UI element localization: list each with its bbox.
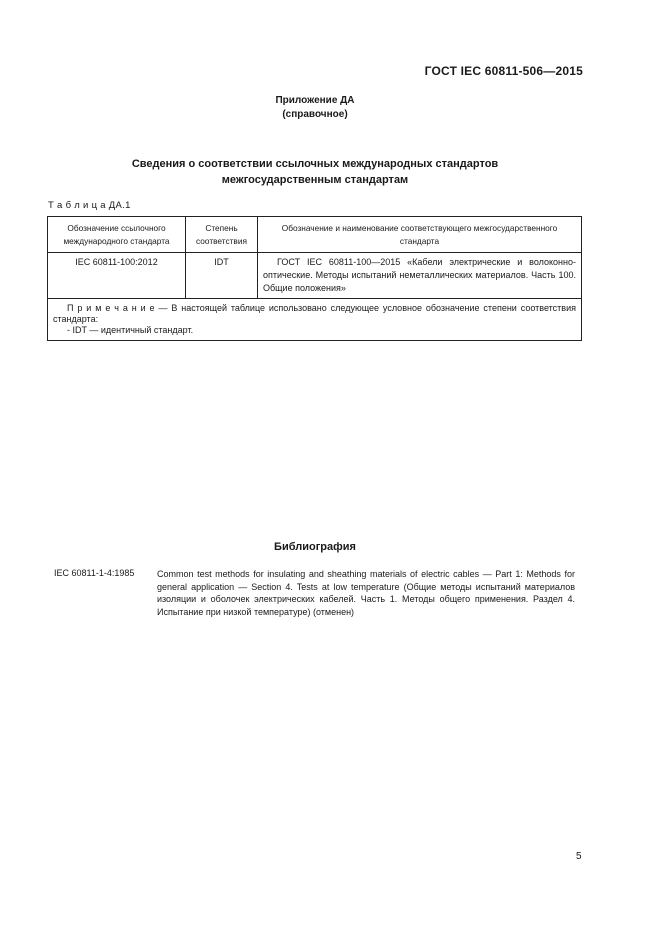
section-title-line-1: Сведения о соответствии ссылочных международных стандартов: [131, 158, 499, 170]
header-national-standard: Обозначение и наименование соответствующего межгосударственного стандарта: [258, 217, 582, 253]
note-text: П р и м е ч а н и е — В настоящей таблице использовано следующее условное обозначение степени соответствия стандарта:: [53, 303, 576, 324]
appendix-subtitle: (справочное): [282, 109, 348, 120]
cell-degree: IDT: [186, 253, 258, 299]
correspondence-table: [47, 216, 582, 341]
table-header-row: [48, 217, 582, 253]
appendix-title: Приложение ДА: [275, 95, 355, 106]
document-code: ГОСТ IEC 60811-506—2015: [424, 64, 583, 78]
section-title-line-2: межгосударственным стандартам: [221, 174, 409, 186]
table-note-row: [48, 299, 582, 341]
table-note: [48, 299, 582, 341]
bibliography-ref: IEC 60811-1-4:1985: [54, 568, 135, 578]
page-number: 5: [576, 851, 582, 862]
bibliography-text: Common test methods for insulating and sheathing materials of electric cables — Part 1: Methods for general application — Section 4. Tests at low temperature (Общие методы испытаний материалов изоляции и оболочек электрических кабелей. Часть 1. Методы общего применения. Раздел 4. Испытание при низкой температуре) (отменен): [157, 569, 575, 617]
header-reference-standard: Обозначение ссылочного международного стандарта: [48, 217, 186, 253]
cell-national-standard: ГОСТ IEC 60811-100—2015 «Кабели электрические и волоконно-оптические. Методы испытаний неметаллических материалов. Часть 100. Общие положения»: [258, 253, 582, 299]
table-row: [48, 253, 582, 299]
bibliography-title: Библиография: [274, 541, 356, 553]
header-degree: Степень соответствия: [186, 217, 258, 253]
note-abbreviation: - IDT — идентичный стандарт.: [67, 325, 194, 335]
table-label: Т а б л и ц а ДА.1: [48, 200, 131, 211]
cell-reference-standard: IEC 60811-100:2012: [48, 253, 186, 299]
section-title: [0, 156, 630, 188]
